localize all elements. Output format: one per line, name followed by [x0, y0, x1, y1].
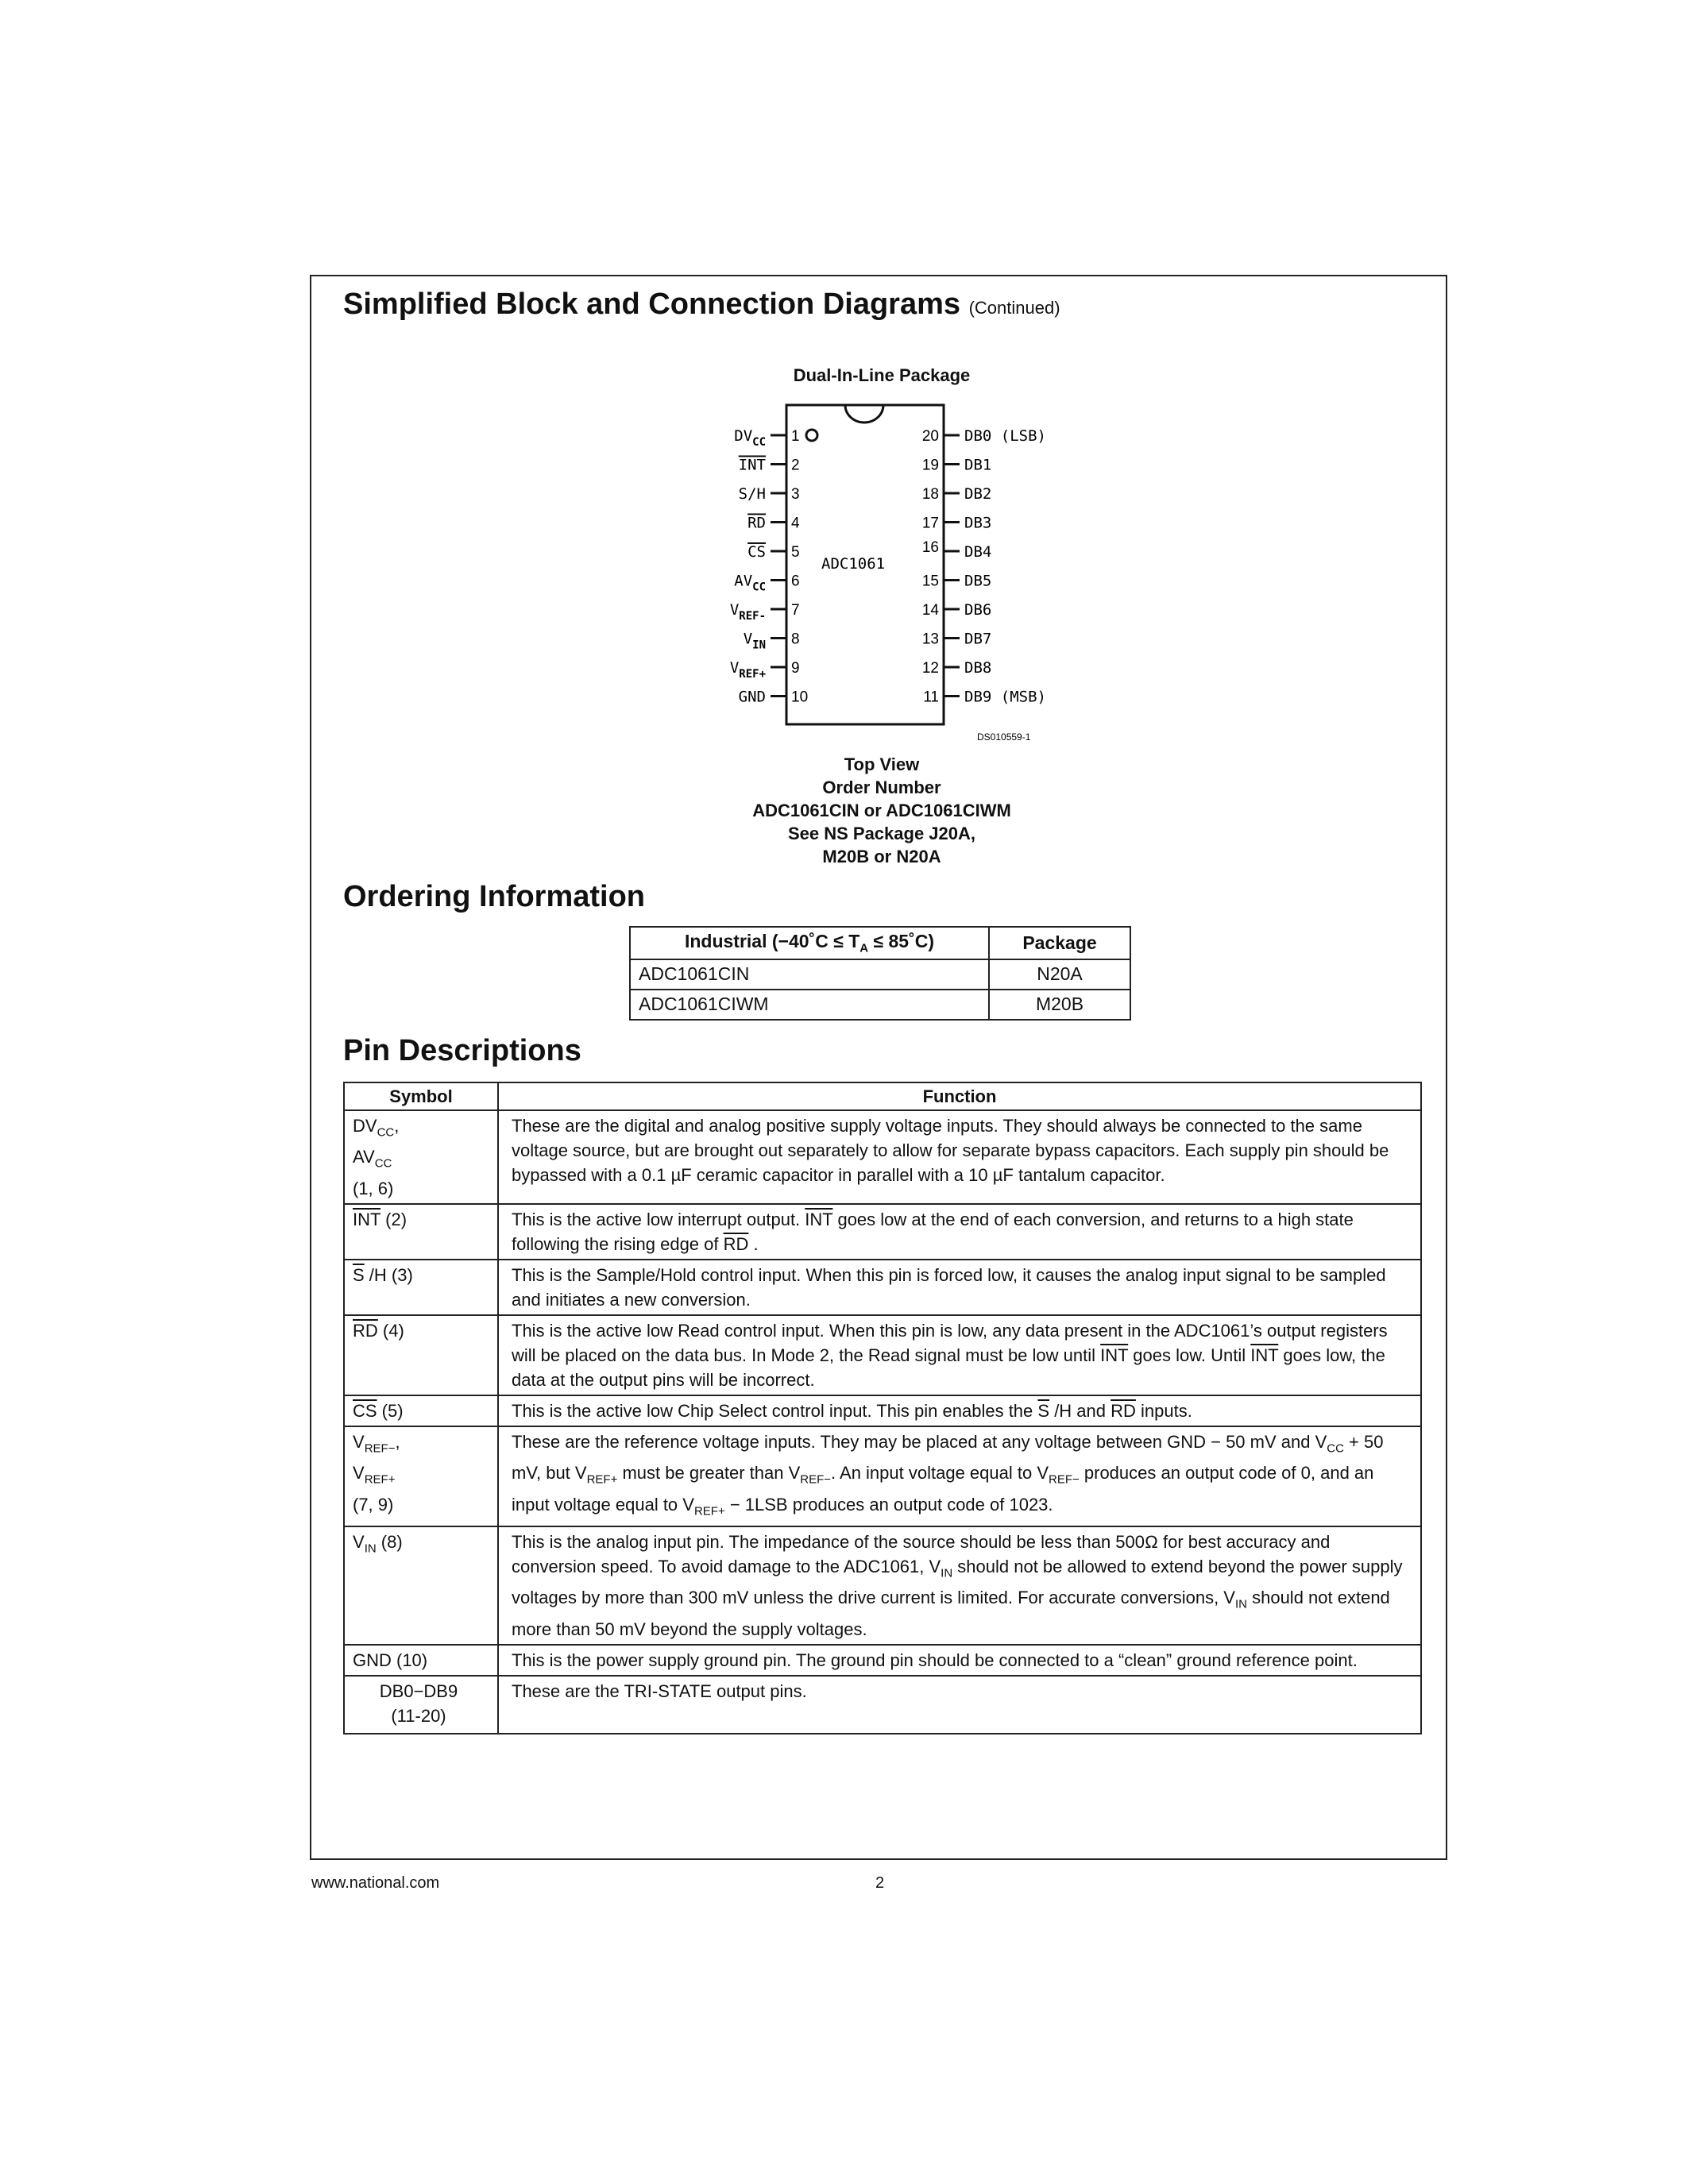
pin-label: DB0 (LSB) [964, 427, 1046, 445]
pin-function: This is the Sample/Hold control input. When this pin is forced low, it causes the analog input signal to be sampled and initiates a new conversion. [498, 1260, 1421, 1315]
pin-number: 20 [921, 428, 939, 445]
pin-symbol: $\overline{INT}$ (2) [344, 1204, 498, 1260]
pin-number: 13 [921, 631, 939, 648]
pin-function: These are the TRI-STATE output pins. [498, 1676, 1421, 1734]
section-title-diagrams: Simplified Block and Connection Diagrams (Continued) [343, 287, 1060, 321]
caption-line: ADC1061CIN or ADC1061CIWM [752, 801, 1011, 820]
pin-label: DB1 [964, 456, 992, 474]
pin-function: These are the digital and analog positive supply voltage inputs. They should always be connected to the same voltage source, but are brought out separately to allow for separate bypass capacitors. Each supply pin should be bypassed with a 0.1 µF ceramic capacitor in parallel with a 10 µF tantalum capacitor. [498, 1110, 1421, 1204]
pin-label: $DV_{CC}$ [734, 427, 766, 449]
table-header-row [630, 927, 1130, 959]
pin-symbol: GND (10) [344, 1645, 498, 1676]
table-row [344, 1110, 1421, 1204]
pin-symbol: $\overline{S}$ /H (3) [344, 1260, 498, 1315]
pin-number: 10 [791, 689, 809, 706]
pin-number: 15 [921, 573, 939, 590]
pin-number: 18 [921, 486, 939, 503]
pin-label: S/H [738, 485, 766, 503]
table-row [344, 1645, 1421, 1676]
table-row [630, 959, 1130, 990]
pin-symbol: DB0−DB9 (11-20) [344, 1676, 498, 1734]
pin-function: This is the active low interrupt output. $\overline{INT}$ goes low at the end of each conversion, and returns to a high state following the rising edge of $\overline{RD}$ . [498, 1204, 1421, 1260]
pin-label: DB8 [964, 659, 992, 677]
pin1-dot [806, 430, 817, 441]
table-row [344, 1426, 1421, 1526]
table-row [344, 1260, 1421, 1315]
pin-label: DB4 [964, 543, 992, 561]
section-title-ordering: Ordering Information [343, 880, 645, 913]
caption-line: Top View [844, 754, 920, 774]
pin-function: This is the active low Chip Select control input. This pin enables the $\overline{S}$ /H and $\overline{RD}$ inputs. [498, 1395, 1421, 1426]
pin-symbol: $V_{REF-}$, $V_{REF+}$ (7, 9) [344, 1426, 498, 1526]
pin-symbol: $\overline{CS}$ (5) [344, 1395, 498, 1426]
package-code: N20A [989, 959, 1130, 990]
pin-number: 2 [791, 457, 800, 474]
pin-label: DB9 (MSB) [964, 688, 1046, 706]
pin-function: This is the analog input pin. The impedance of the source should be less than 500Ω for best accuracy and conversion speed. To avoid damage to the ADC1061, $V_{IN}$ should not be allowed to extend beyond the power supply voltages by more than 300 mV unless the drive current is limited. For accurate conversions, $V_{IN}$ should not extend more than 50 mV beyond the supply voltages. [498, 1526, 1421, 1645]
pin-symbol: $V_{IN}$ (8) [344, 1526, 498, 1645]
dip-connection-diagram [699, 381, 1064, 747]
pin-function: This is the power supply ground pin. The ground pin should be connected to a “clean” ground reference point. [498, 1645, 1421, 1676]
part-number: ADC1061CIWM [630, 990, 989, 1020]
header-symbol: Symbol [344, 1082, 498, 1110]
pin-number: 5 [791, 544, 800, 561]
table-row [344, 1395, 1421, 1426]
pin-description-table [343, 1082, 1422, 1734]
header-function: Function [498, 1082, 1421, 1110]
table-row [630, 990, 1130, 1020]
diagram-caption [675, 753, 1088, 868]
table-header-row [344, 1082, 1421, 1110]
pin-label: RD [747, 514, 766, 532]
header-package: Package [989, 927, 1130, 959]
caption-line: Order Number [822, 778, 941, 797]
header-industrial: Industrial (−40˚C ≤ $T_A$ ≤ 85˚C) [630, 927, 989, 959]
figure-id: DS010559-1 [977, 731, 1031, 743]
package-title: Dual-In-Line Package [793, 365, 971, 385]
left-pin-group [730, 427, 808, 706]
pin-number: 12 [921, 660, 939, 677]
pin-number: 19 [921, 457, 939, 474]
pin-function: These are the reference voltage inputs. They may be placed at any voltage between GND − 50 mV and $V_{CC} + 50$ mV, but $V_{REF+}$ must be greater than $V_{REF-}$. An input voltage equal to $V_{REF-}$ produces an output code of 0, and an input voltage equal to $V_{REF+} - 1LSB$ produces an output code of 1023. [498, 1426, 1421, 1526]
pin-number: 1 [791, 428, 800, 445]
pin-number: 16 [921, 539, 939, 556]
pin-label: CS [747, 543, 766, 561]
part-number: ADC1061CIN [630, 959, 989, 990]
pin-symbol: $\overline{RD}$ (4) [344, 1315, 498, 1395]
continued-note: (Continued) [968, 298, 1060, 318]
pin-symbol: $DV_{CC}$, $AV_{CC}$ (1, 6) [344, 1110, 498, 1204]
pin-label: DB2 [964, 485, 992, 503]
footer-website: www.national.com [311, 1874, 440, 1892]
table-row [344, 1315, 1421, 1395]
section-title-pins: Pin Descriptions [343, 1034, 581, 1067]
pin-number: 7 [791, 602, 800, 619]
pin-function: This is the active low Read control input. When this pin is low, any data present in the ADC1061’s output registers will be placed on the data bus. In Mode 2, the Read signal must be low until $\overline{INT}$ goes low. Until $\overline{INT}$ goes low, the data at the output pins will be incorrect. [498, 1315, 1421, 1395]
pin-number: 9 [791, 660, 800, 677]
pin-label: GND [738, 688, 766, 706]
pin-number: 3 [791, 486, 800, 503]
page-number: 2 [875, 1874, 885, 1892]
pin-label: $AV_{CC}$ [734, 572, 766, 594]
table-row [344, 1526, 1421, 1645]
pin-label: DB6 [964, 601, 992, 619]
pin-number: 8 [791, 631, 800, 648]
pin-label: DB7 [964, 630, 992, 648]
caption-line: M20B or N20A [822, 847, 941, 866]
table-row [344, 1204, 1421, 1260]
table-row [344, 1676, 1421, 1734]
right-pin-group [922, 427, 1046, 706]
pin-label: $V_{IN}$ [743, 630, 766, 652]
pin-number: 14 [921, 602, 939, 619]
pin-number: 4 [791, 515, 800, 532]
pin1-notch [845, 405, 883, 423]
ordering-table [629, 926, 1131, 1021]
package-code: M20B [989, 990, 1130, 1020]
pin-number: 6 [791, 573, 800, 590]
pin-label: INT [738, 456, 766, 474]
pin-number: 11 [923, 689, 939, 706]
chip-name: ADC1061 [821, 555, 886, 573]
pin-label: DB3 [964, 514, 992, 532]
pin-number: 17 [921, 515, 939, 532]
caption-line: See NS Package J20A, [787, 824, 976, 843]
pin-label: $V_{REF-}$ [729, 601, 766, 623]
pin-label: DB5 [964, 572, 992, 590]
pin-label: $V_{REF+}$ [729, 659, 766, 681]
